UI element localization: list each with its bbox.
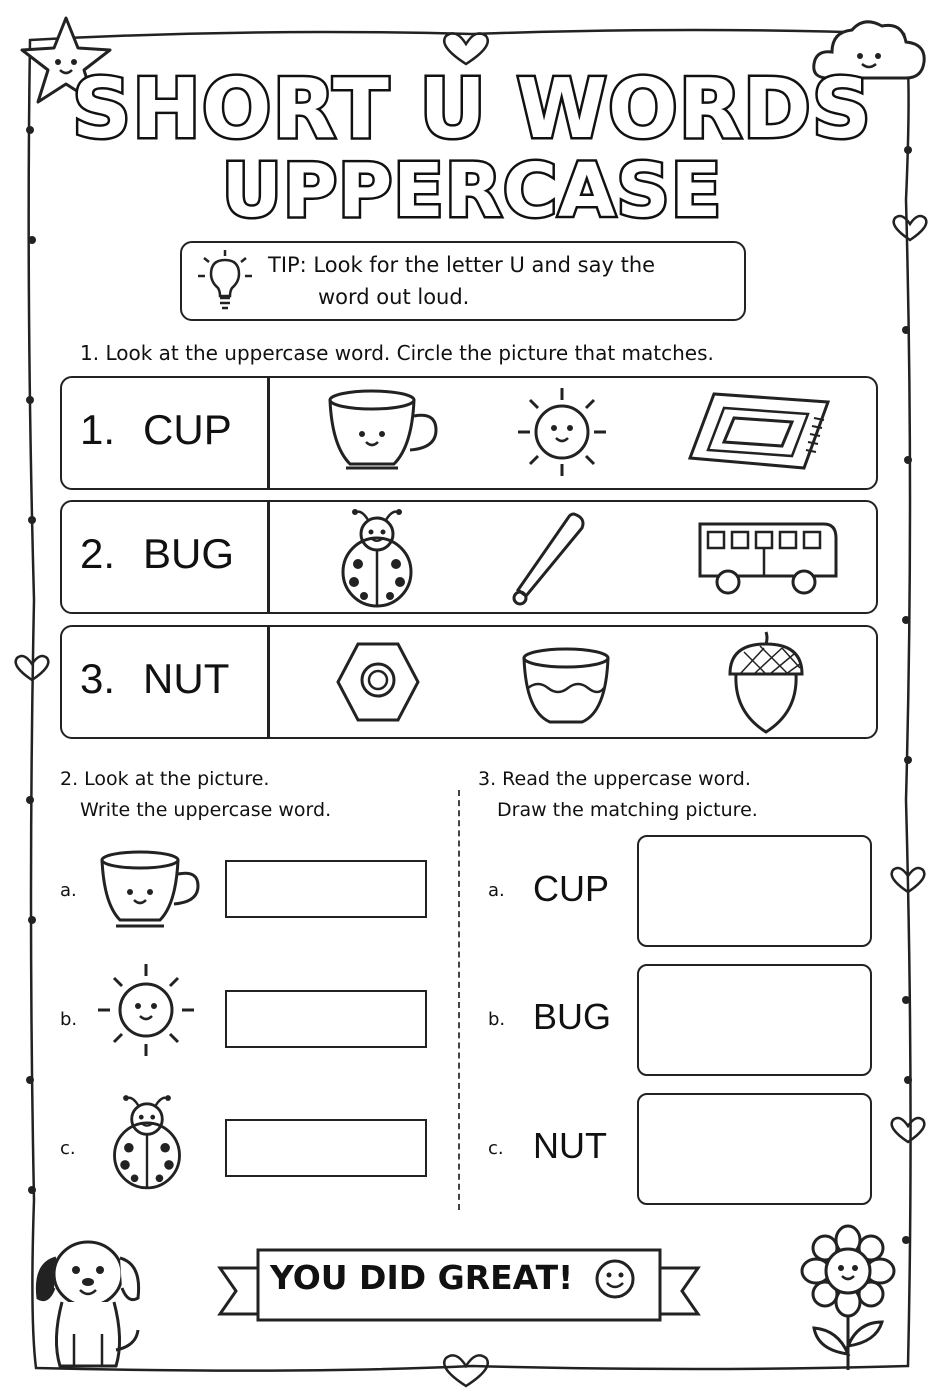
rug-icon[interactable]: [686, 388, 834, 474]
row-number: 2.: [80, 530, 116, 577]
section2-instruction-line1: 2. Look at the picture.: [60, 768, 270, 790]
section3-instruction-line1: 3. Read the uppercase word.: [478, 768, 751, 790]
bowl-icon[interactable]: [520, 646, 612, 728]
write-answer-box-a[interactable]: [225, 860, 427, 918]
draw-box-c[interactable]: [637, 1093, 872, 1205]
section2-instruction-line2: Write the uppercase word.: [80, 799, 332, 821]
write-answer-box-c[interactable]: [225, 1119, 427, 1177]
ladybug-icon[interactable]: [332, 506, 422, 610]
page-title-line1: SHORT U WORDS: [72, 62, 872, 157]
write-answer-box-b[interactable]: [225, 990, 427, 1048]
item-label: c.: [488, 1138, 504, 1159]
item-label: b.: [488, 1009, 506, 1030]
read-word: NUT: [533, 1125, 607, 1166]
bat-icon[interactable]: [510, 510, 590, 608]
section-divider: [458, 790, 460, 1210]
row-number: 3.: [80, 655, 116, 702]
section3-instruction-line2: Draw the matching picture.: [497, 799, 758, 821]
lightbulb-icon: [194, 248, 256, 314]
item-label: b.: [60, 1009, 78, 1030]
read-word: CUP: [533, 868, 610, 909]
banner-text: YOU DID GREAT!: [270, 1258, 574, 1297]
flower-icon: [800, 1224, 896, 1374]
ladybug-icon: [104, 1090, 190, 1194]
page-title-line2: UPPERCASE: [221, 148, 723, 234]
puppy-icon: [30, 1230, 146, 1376]
bus-icon[interactable]: [694, 518, 842, 600]
sun-icon: [94, 962, 198, 1056]
row-number: 1.: [80, 406, 116, 453]
cup-icon[interactable]: [326, 386, 442, 476]
row-divider: [267, 378, 270, 488]
tip-text-line2: word out loud.: [318, 285, 470, 309]
tip-text-line1: TIP: Look for the letter U and say the: [268, 253, 656, 277]
row-word: BUG: [143, 530, 235, 577]
cup-icon: [98, 848, 202, 932]
item-label: c.: [60, 1138, 76, 1159]
row-word: CUP: [143, 406, 232, 453]
read-word: BUG: [533, 996, 612, 1037]
row-word: NUT: [143, 655, 230, 702]
draw-box-b[interactable]: [637, 964, 872, 1076]
acorn-icon[interactable]: [724, 630, 808, 736]
hex-nut-icon[interactable]: [334, 640, 422, 724]
row-divider: [267, 502, 270, 612]
draw-box-a[interactable]: [637, 835, 872, 947]
smiley-icon: [594, 1258, 636, 1300]
item-label: a.: [60, 880, 77, 901]
sun-icon[interactable]: [512, 384, 612, 480]
item-label: a.: [488, 880, 505, 901]
row-divider: [267, 627, 270, 737]
section1-instruction: 1. Look at the uppercase word. Circle the picture that matches.: [80, 341, 714, 365]
